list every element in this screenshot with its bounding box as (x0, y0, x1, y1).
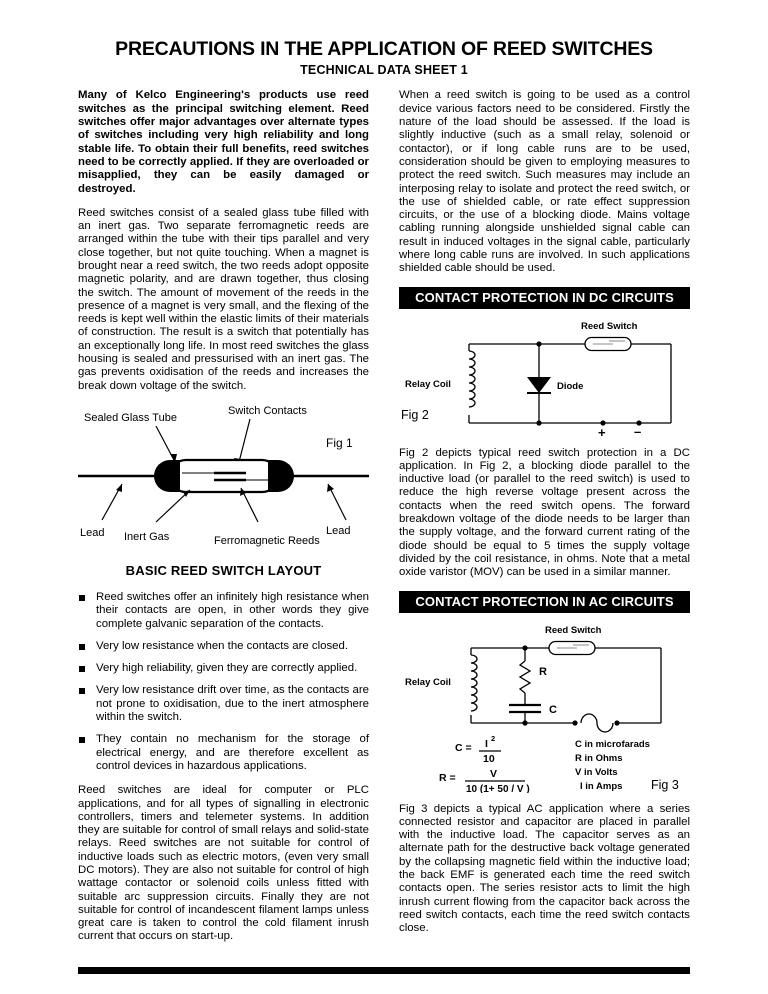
footer-rule (78, 967, 690, 974)
label-lead-left: Lead (80, 526, 105, 539)
formula-r-denominator: 10 (1+ 50 / V ) (466, 783, 530, 793)
formula-resistance (439, 768, 530, 793)
label-resistor: R (539, 665, 547, 678)
formula-c-numerator: I (485, 737, 488, 750)
label-inert-gas: Inert Gas (124, 530, 170, 543)
page-subtitle: TECHNICAL DATA SHEET 1 (300, 63, 468, 78)
formula-r-numerator: V (490, 767, 498, 780)
figure-1-svg (78, 404, 369, 554)
bullet-text: Very low resistance when the contacts are closed. (96, 639, 348, 652)
dc-explanation-paragraph: Fig 2 depicts typical reed switch protection in a DC application. In Fig 2, a blocking diode parallel to the inductive load (or parallel to the reed switch) is used to reduce the high reverse voltage present across the contacts when the reed switch opens. The forward breakdown voltage of the diode needs to be larger than the supply voltage, and the forward current rating of the diode should be equal to 5 times the supply voltage divided by the coil resistance, in ohms. Note that a metal oxide varistor (MOV) can be used in a similar manner. (399, 446, 690, 579)
label-relay-coil: Relay Coil (405, 378, 451, 390)
bullet-square-icon (79, 688, 85, 694)
figure-1-caption: BASIC REED SWITCH LAYOUT (125, 562, 322, 578)
label-reed-switch: Reed Switch (545, 624, 602, 636)
label-fig-2: Fig 2 (401, 407, 429, 422)
label-fig-1: Fig 1 (326, 435, 353, 450)
unit-current: I in Amps (580, 780, 623, 792)
bullet-square-icon (79, 644, 85, 650)
right-column (399, 89, 690, 935)
unit-voltage: V in Volts (575, 766, 618, 778)
applications-paragraph: Reed switches are ideal for computer or PLC applications, and for all types of signalling in electronic controllers, timers and telemeter systems. In addition they are suitable for control of small relays and solid-state relays. Reed switches are not suitable for control of inductive loads such as electric motors, (even very small DC motors). They are also not suitable for control of high wattage contactor or solenoid coils unless fitted with suitable arc suppression circuits. Finally they are not suitable for control of incandescent filament lamps unless great care is taken to control the cold filament inrush current that occurs on start-up. (78, 784, 369, 943)
diode-symbol (527, 377, 551, 393)
figure-3-svg (399, 623, 690, 793)
list-item (78, 591, 369, 631)
considerations-paragraph: When a reed switch is going to be used as a control device various factors need to be considered. Firstly the nature of the load should be assessed. If the load is slightly inductive (such as a small relay, solenoid or contactor), or if long cable runs are to be used, consideration should be given to employing measures to protect the reed switch. Such measures may include an interposing relay to isolate and protect the reed switch, or the use of shielded cable, or rate effect suppression circuits, or the use of a blocking diode. Mains voltage cabling running alongside unshielded signal cable can result in induced voltages in the signal cable, particularly where long cable runs are involved. In such applications shielded cable should be used. (399, 89, 690, 275)
bullet-square-icon (79, 595, 85, 601)
list-item (78, 640, 369, 653)
label-reed-switch: Reed Switch (581, 320, 638, 332)
page-title: PRECAUTIONS IN THE APPLICATION OF REED SWITCHES (115, 38, 653, 60)
bullet-text: Reed switches offer an infinitely high resistance when their contacts are open, in other words they give complete galvanic separation of the contacts. (96, 590, 369, 630)
ac-source-symbol (581, 714, 613, 732)
list-item (78, 733, 369, 773)
label-negative-terminal: – (634, 423, 642, 437)
list-item (78, 684, 369, 724)
figure-2-dc-circuit (399, 319, 690, 437)
features-bullet-list (78, 591, 369, 773)
label-sealed-glass-tube: Sealed Glass Tube (84, 411, 177, 424)
construction-paragraph: Reed switches consist of a sealed glass tube filled with an inert gas. Two separate ferromagnetic reeds are arranged within the tube with their tips parallel and very close together, but not quite touching. When a magnet is brought near a reed switch, the two reeds adopt opposite magnetic polarity, and are drawn together, thus closing the switch. The amount of movement of the reeds in the presence of a magnet is very small, and the flexing of the reeds is kept well within the elastic limits of their materials of construction. The result is a switch that potentially has an exceptionally long life. In most reed switches the glass housing is sealed and pressurised with an inert gas. The gas prevents oxidisation of the reeds and increases the break down voltage of the switch. (78, 206, 369, 392)
label-lead-right: Lead (326, 524, 351, 537)
relay-coil-symbol (469, 351, 475, 407)
figure-3-ac-circuit (399, 623, 690, 793)
formula-capacitance (455, 734, 501, 765)
two-column-body (78, 89, 690, 943)
figure-1-reed-switch-layout (78, 404, 369, 559)
bullet-text: They contain no mechanism for the storage of electrical energy, and are therefore excellent as control devices in hazardous applications. (96, 733, 369, 772)
bullet-square-icon (79, 666, 85, 672)
intro-paragraph: Many of Kelco Engineering's products use reed switches as the principal switching element. Reed switches offer major advantages over alternate types of switches including very high reliability and long stable life. To obtain their full benefits, reed switches need to be correctly applied. If they are overloaded or misapplied, they can be easily damaged or destroyed. (78, 89, 369, 195)
bullet-text: Very high reliability, given they are correctly applied. (96, 662, 358, 675)
label-ferromagnetic-reeds: Ferromagnetic Reeds (214, 534, 320, 547)
figure-2-svg (399, 319, 690, 437)
bullet-square-icon (79, 737, 85, 743)
relay-coil-symbol (471, 655, 477, 711)
resistor-symbol (520, 661, 530, 693)
formula-c-denominator: 10 (483, 752, 495, 765)
formula-r-lhs: R = (439, 771, 456, 784)
label-relay-coil: Relay Coil (405, 676, 451, 688)
formula-c-exponent: 2 (491, 733, 496, 743)
label-positive-terminal: + (598, 424, 606, 437)
label-capacitor: C (549, 703, 557, 716)
dc-section-heading: CONTACT PROTECTION IN DC CIRCUITS (399, 287, 690, 309)
label-diode: Diode (557, 380, 584, 392)
bullet-text: Very low resistance drift over time, as the contacts are not prone to oxidisation, due to the inert atmosphere within the switch. (96, 684, 369, 724)
left-column (78, 89, 369, 943)
label-fig-3: Fig 3 (651, 777, 679, 792)
formula-c-lhs: C = (455, 741, 472, 754)
ac-explanation-paragraph: Fig 3 depicts a typical AC application where a series connected resistor and capacitor are placed in parallel with the inductive load. The capacitor serves as an alternate path for the destructive back voltage generated by the collapsing magnetic field within the inductive load; the back EMF is generated each time the reed switch contacts open. The series resistor acts to limit the high inrush current flowing from the capacitor back across the reed switch contacts, each time the reed switch contacts close. (399, 802, 690, 935)
label-switch-contacts: Switch Contacts (228, 404, 307, 417)
unit-resistance: R in Ohms (575, 752, 623, 764)
unit-capacitance: C in microfarads (575, 738, 650, 750)
list-item (78, 662, 369, 675)
ac-section-heading: CONTACT PROTECTION IN AC CIRCUITS (399, 591, 690, 613)
